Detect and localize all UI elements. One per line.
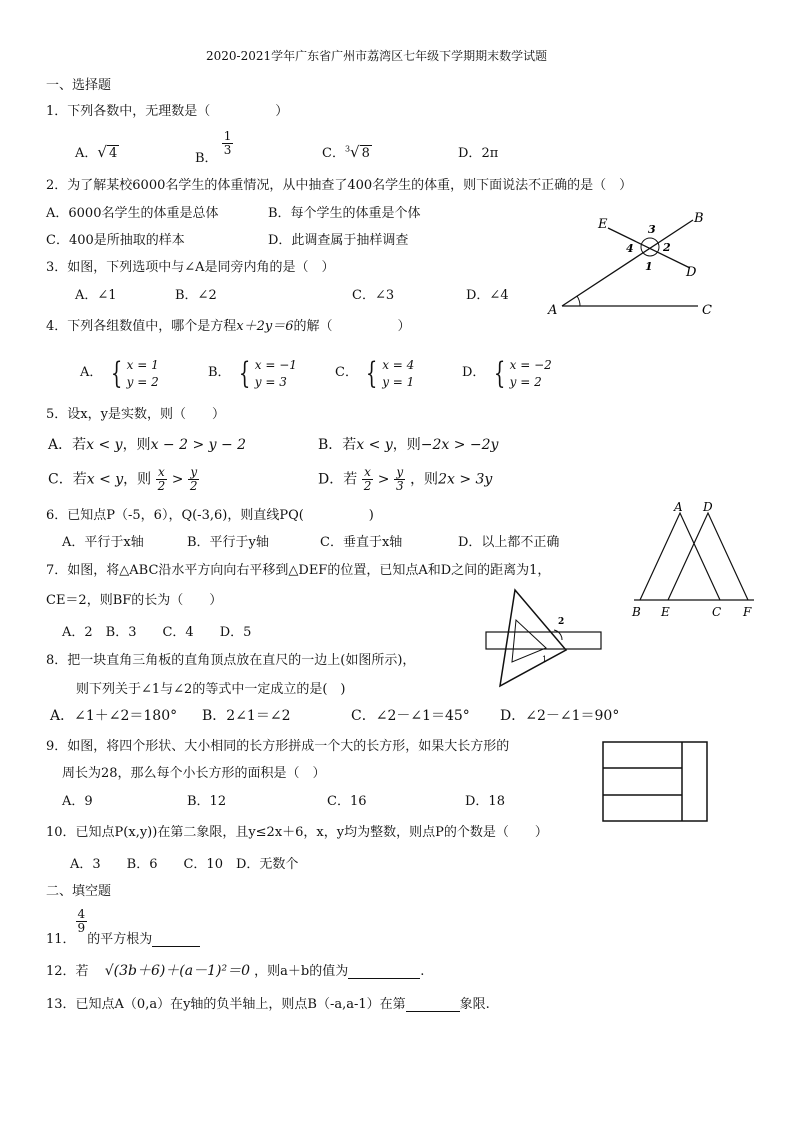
q8-option-b: B．2∠1＝∠2 <box>202 708 291 724</box>
q8-triangle-outer <box>500 590 566 686</box>
q8-stem-line2: 则下列关于∠1与∠2的等式中一定成立的是( ) <box>76 682 346 697</box>
q4-option-d: D． { x = −2 y = 2 <box>462 356 552 392</box>
q6-option-d: D．以上都不正确 <box>458 535 560 550</box>
q9-stem-line1: 9．如图，将四个形状、大小相同的长方形拼成一个大的长方形，如果大长方形的 <box>46 739 510 754</box>
q8-label-2: 2 <box>558 617 565 627</box>
q4-stem: 4．下列各组数值中，哪个是方程x＋2y＝6的解（ ） <box>46 319 411 334</box>
q1-option-d: D．2π <box>458 146 499 161</box>
q3-label-1: 1 <box>645 260 653 273</box>
q4-option-c: C． { x = 4 y = 1 <box>335 356 415 392</box>
q3-angle-a-arc <box>577 296 580 306</box>
q4-option-b: B． { x = −1 y = 3 <box>208 356 297 392</box>
q7-label-d: D <box>703 500 713 514</box>
q11-question: 11． $\frac{4}{9}$ 的平方根为 <box>46 908 200 935</box>
q9-option-a: A．9 <box>62 794 93 809</box>
q1-option-b: B． $\frac{1}{3}$ <box>195 129 232 167</box>
q8-figure <box>482 584 606 694</box>
q3-option-b: B．∠2 <box>175 288 217 303</box>
q10-stem: 10．已知点P(x,y))在第二象限，且y≤2x＋6，x，y均为整数，则点P的个数是（ ） <box>46 825 548 840</box>
q7-triangle-abc <box>640 513 720 600</box>
q7-label-a: A <box>674 500 683 514</box>
q8-triangle-inner <box>512 620 546 662</box>
q5-stem: 5．设x，y是实数，则（ ） <box>46 407 225 422</box>
q7-label-f: F <box>743 605 752 619</box>
q8-option-c: C．∠2－∠1＝45° <box>351 708 470 724</box>
q5-option-c: C．若x < y，则 $\frac{x}{2}$ > $\frac{y}{2}$ <box>48 465 198 494</box>
q3-label-2: 2 <box>663 241 671 254</box>
q2-stem: 2．为了解某校6000名学生的体重情况，从中抽查了400名学生的体重，则下面说法不正确的是（ ） <box>46 178 633 193</box>
q8-option-a: A．∠1＋∠2＝180° <box>50 708 178 724</box>
q5-option-a: A．若x < y，则x − 2 > y − 2 <box>48 437 247 453</box>
q7-label-e: E <box>661 605 670 619</box>
q12-answer-blank[interactable] <box>348 965 420 979</box>
q7-options: A．2 B．3 C．4 D．5 <box>62 625 252 640</box>
page-title: 2020-2021学年广东省广州市荔湾区七年级下学期期末数学试题 <box>206 49 548 63</box>
q7-label-b: B <box>632 605 641 619</box>
q5-option-b: B．若x < y，则−2x > −2y <box>318 437 499 453</box>
q11-answer-blank[interactable] <box>152 933 200 947</box>
q3-figure <box>540 204 740 322</box>
q7-triangle-def <box>668 513 748 600</box>
q2-option-a: A．6000名学生的体重是总体 <box>46 206 219 221</box>
q3-label-4: 4 <box>626 242 634 255</box>
q7-stem-line1: 7．如图，将△ABC沿水平方向向右平移到△DEF的位置，已知点A和D之间的距离为1， <box>46 563 551 578</box>
q3-option-d: D．∠4 <box>466 288 509 303</box>
q10-options: A．3 B．6 C．10 D．无数个 <box>70 857 299 872</box>
q3-label-e: E <box>598 217 608 232</box>
q7-stem-line2: CE＝2，则BF的长为（ ） <box>46 593 223 608</box>
q6-option-c: C．垂直于x轴 <box>320 535 403 550</box>
q3-label-c: C <box>702 303 712 318</box>
q5-option-d: D．若 $\frac{x}{2}$ > $\frac{y}{3}$ ，则2x > 3y <box>318 465 493 494</box>
q6-stem: 6．已知点P（-5，6），Q(-3,6)，则直线PQ( ) <box>46 508 374 523</box>
q3-option-c: C．∠3 <box>352 288 395 303</box>
q9-figure <box>600 740 712 824</box>
q9-option-b: B．12 <box>187 794 227 809</box>
q2-option-d: D．此调查属于抽样调查 <box>268 233 409 248</box>
q12-question: 12．若 √(3b＋6)＋(a－1)²＝0 ，则a＋b的值为 . <box>46 963 425 979</box>
q8-label-1: 1 <box>542 655 548 664</box>
q9-outer-rect <box>603 742 707 821</box>
q13-question: 13．已知点A（0,a）在y轴的负半轴上，则点B（-a,a-1）在第 象限. <box>46 997 490 1012</box>
q3-label-3: 3 <box>648 223 656 236</box>
q8-option-d: D．∠2－∠1＝90° <box>500 708 620 724</box>
q3-option-a: A．∠1 <box>75 288 117 303</box>
q2-option-c: C．400是所抽取的样本 <box>46 233 185 248</box>
q3-label-a: A <box>548 303 558 318</box>
q7-figure <box>626 500 766 622</box>
q6-option-a: A．平行于x轴 <box>62 535 144 550</box>
q9-option-c: C．16 <box>327 794 367 809</box>
section-fill-heading: 二、填空题 <box>46 884 112 899</box>
q3-label-d: D <box>686 265 697 280</box>
q3-stem: 3．如图，下列选项中与∠A是同旁内角的是（ ） <box>46 260 335 275</box>
q3-line-ab <box>562 220 693 306</box>
q8-ruler <box>486 632 601 649</box>
q6-option-b: B．平行于y轴 <box>187 535 269 550</box>
q3-label-b: B <box>694 211 704 226</box>
q9-stem-line2: 周长为28，那么每个小长方形的面积是（ ） <box>62 766 326 781</box>
q1-option-a: A．√ 4 <box>75 143 118 161</box>
q1-stem: 1．下列各数中，无理数是（ ） <box>46 104 289 119</box>
q2-option-b: B．每个学生的体重是个体 <box>268 206 421 221</box>
q1-option-c: C．$^3$√ 8 <box>322 143 370 161</box>
q13-answer-blank[interactable] <box>406 998 460 1012</box>
section-choice-heading: 一、选择题 <box>46 78 112 93</box>
q8-stem-line1: 8．把一块直角三角板的直角顶点放在直尺的一边上(如图所示)， <box>46 653 416 668</box>
q4-option-a: A． { x = 1 y = 2 <box>80 356 159 392</box>
q3-angle-circle <box>641 238 659 256</box>
q9-option-d: D．18 <box>465 794 505 809</box>
q7-label-c: C <box>712 605 722 619</box>
